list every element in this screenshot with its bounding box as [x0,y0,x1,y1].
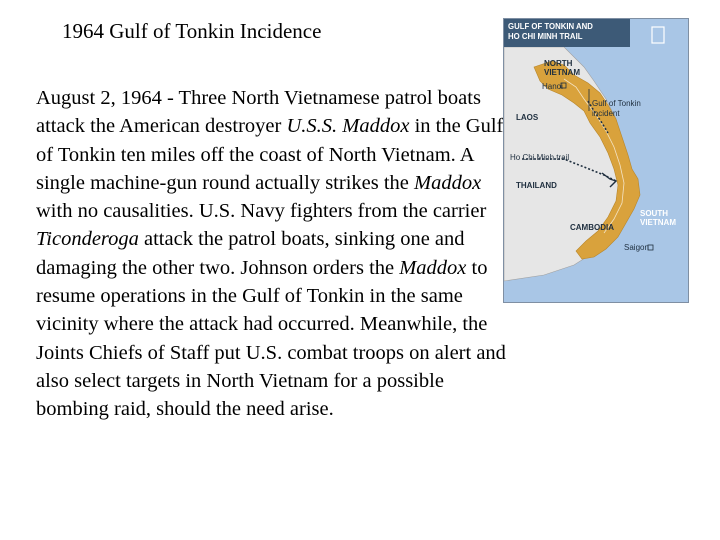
label-gulf-of-tonkin [592,99,641,119]
map-header-line: HO CHI MINH TRAIL [508,32,583,41]
label-ho-chi-minh-trail: Ho Chi Minh trail [510,153,570,162]
label-line: SOUTH [640,209,668,218]
label-line: incident [592,109,620,118]
label-line: VIETNAM [640,218,676,227]
body-segment: August 2, 1964 - Three North Vietnamese patrol boats attack the American destroyer [36,87,481,138]
map-header [504,19,630,47]
body-segment: to resume operations in the Gulf of Tonkin in the same vicinity where the attack had occurred. Meanwhile, the Joints Chiefs of Staff put U.S. combat troops on alert and also select targets in North Vietnam for a possible bombing raid, should the need arise. [36,256,506,421]
body-segment: in the Gulf of Tonkin ten miles off the coast of North Vietnam. A single machine-gun round actually strikes the [36,115,504,194]
label-hanoi: Hanoi [542,82,563,91]
map-header-line: GULF OF TONKIN AND [508,22,593,31]
body-segment: attack the patrol boats, sinking one and damaging the other two. Johnson orders the [36,228,465,279]
slide-title: 1964 Gulf of Tonkin Incidence [62,19,322,43]
label-south-vietnam [640,209,676,227]
body-segment-italic: U.S.S. Maddox [286,115,410,138]
body-segment-italic: Maddox [414,171,482,194]
slide-body-text [36,84,510,424]
label-cambodia: CAMBODIA [570,223,614,232]
label-saigon: Saigon [624,243,649,252]
label-line: VIETNAM [544,68,580,77]
label-north-vietnam [544,59,580,77]
gulf-of-tonkin-map [503,18,689,303]
label-thailand: THAILAND [516,181,557,190]
label-laos: LAOS [516,113,539,122]
body-segment-italic: Ticonderoga [36,228,139,251]
body-segment: with no causalities. U.S. Navy fighters from the carrier [36,200,487,223]
label-line: Gulf of Tonkin [592,99,641,108]
body-segment-italic: Maddox [399,256,467,279]
label-line: NORTH [544,59,573,68]
